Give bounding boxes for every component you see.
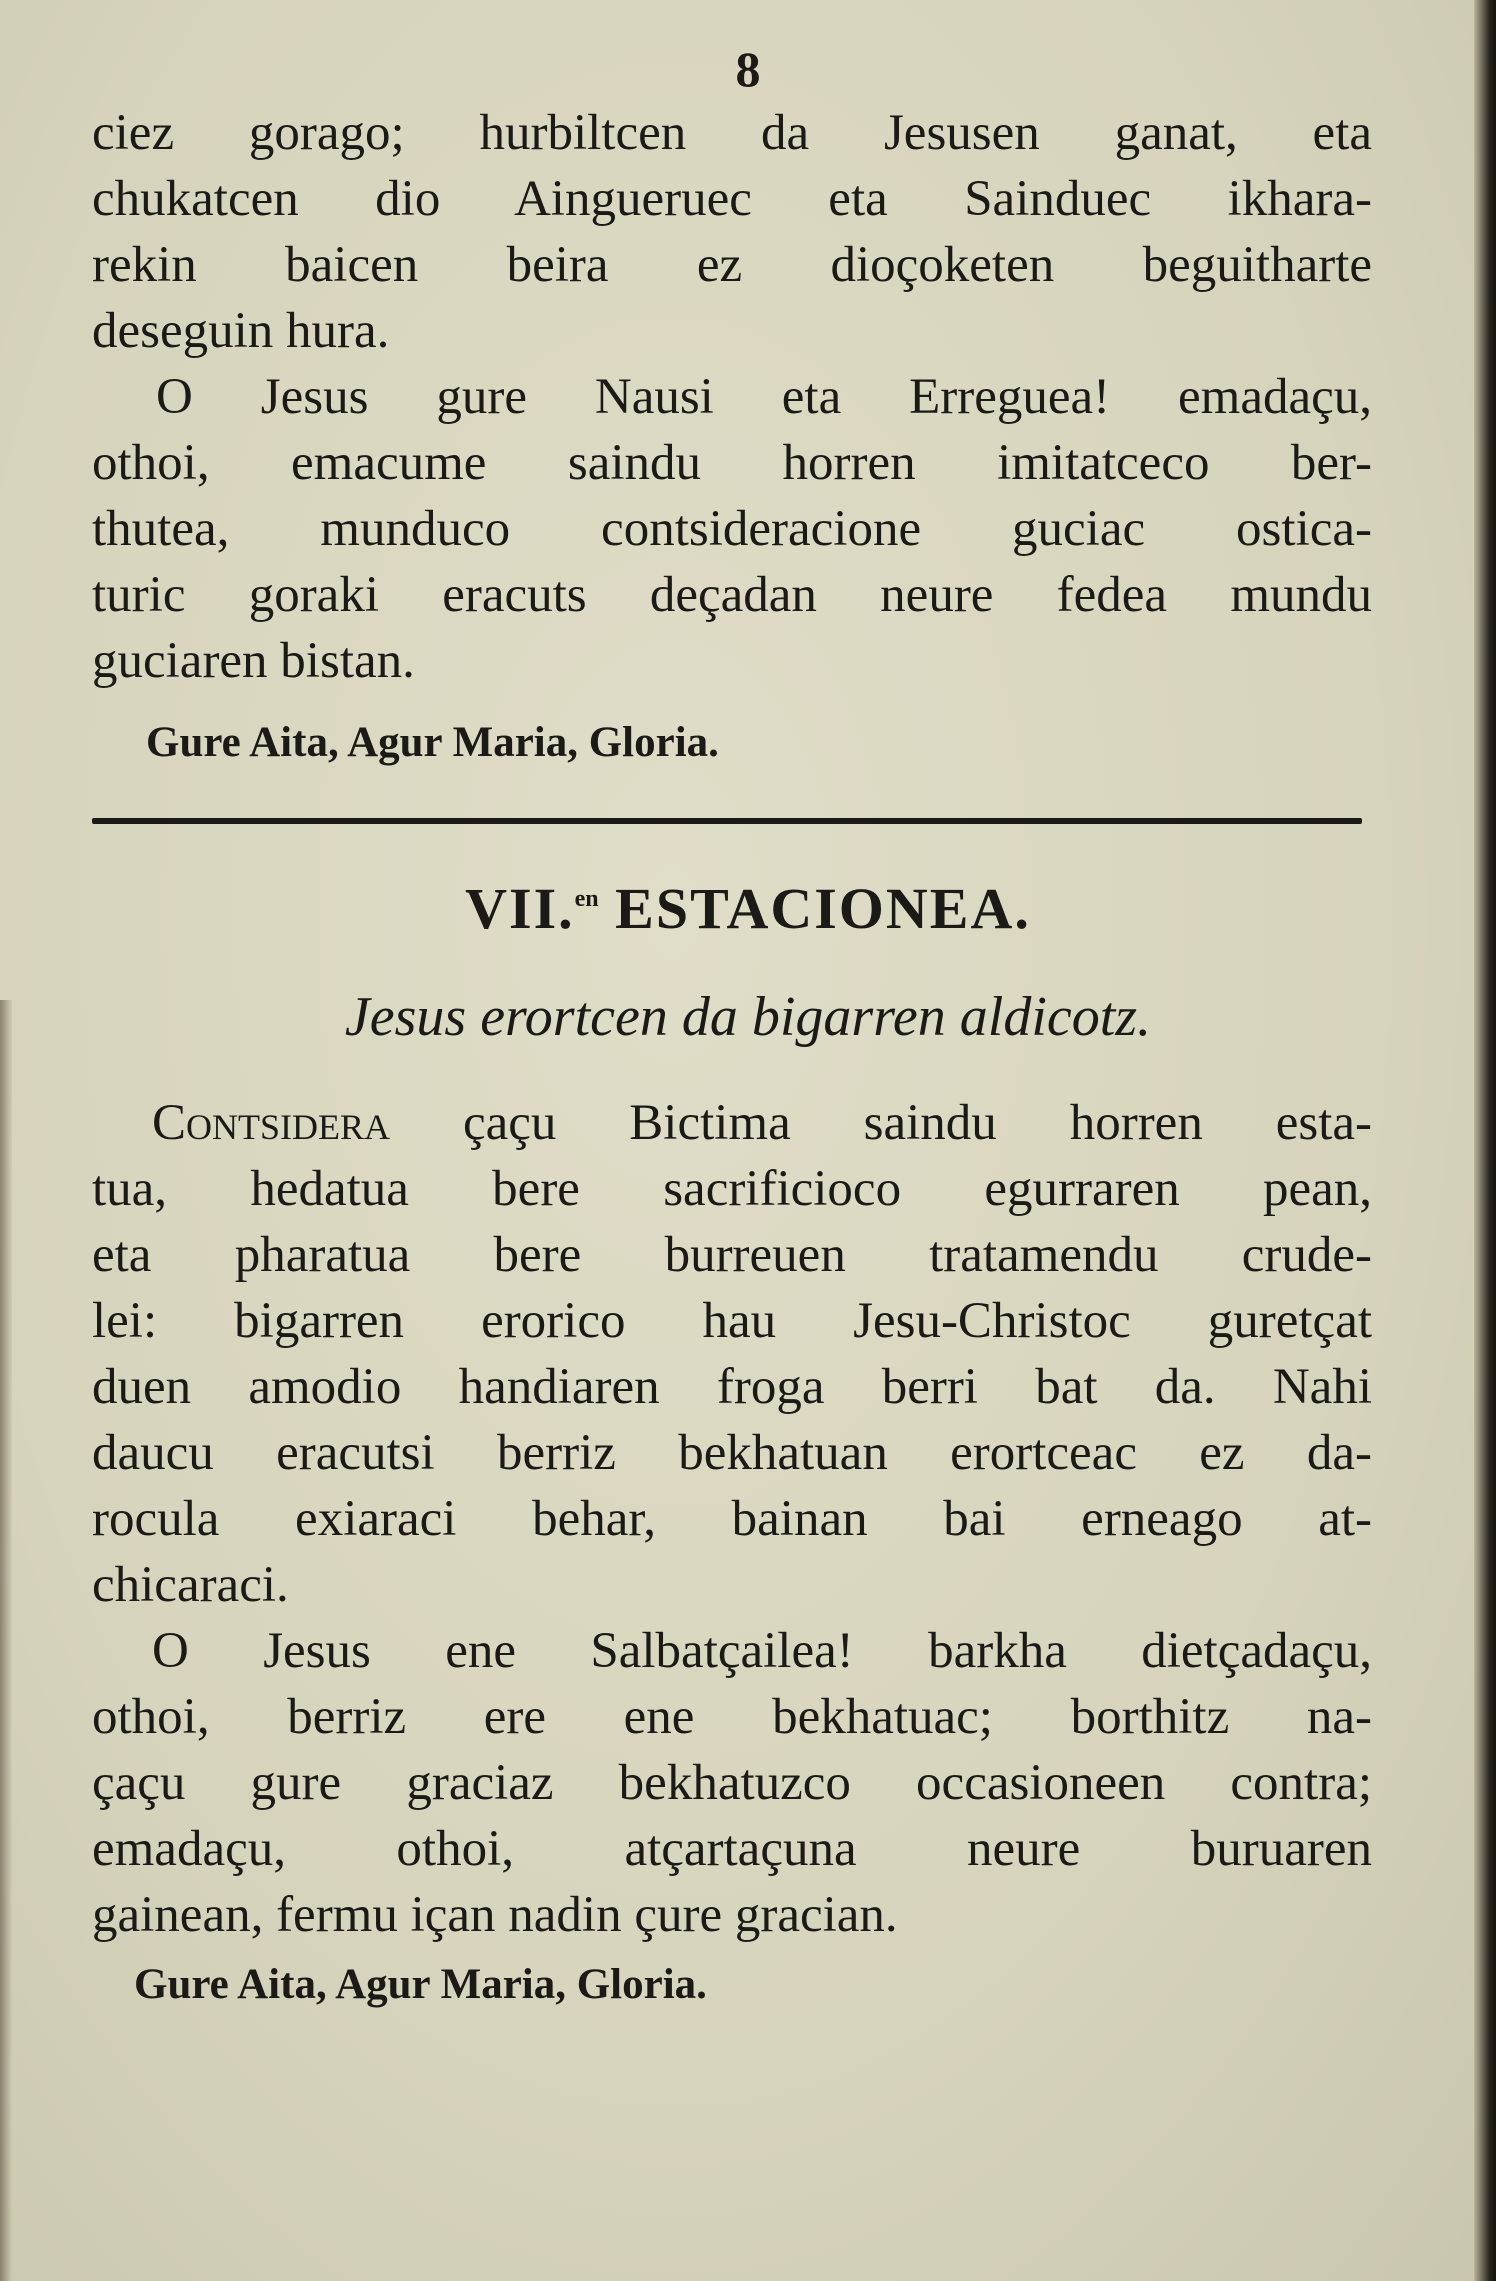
text-line: ciez gorago; hurbiltcen da Jesusen ganat, eta [92, 105, 1372, 161]
text-line: daucu eracutsi berriz bekhatuan erortceac ez da- [92, 1425, 1372, 1481]
page-number: 8 [735, 41, 761, 97]
section1-paragraphs [92, 100, 1372, 694]
text-line: O Jesus ene Salbatçailea! barkha dietçadaçu, [152, 1623, 1372, 1679]
station-heading [0, 875, 1496, 942]
text-line: thutea, munduco contsideracione guciac ostica- [92, 501, 1372, 557]
text-line: eta pharatua bere burreuen tratamendu crude- [92, 1227, 1372, 1283]
text-line-rest: çaçu Bictima saindu horren esta- [462, 1095, 1373, 1151]
text-line: rekin baicen beira ez dioçoketen beguitharte [92, 237, 1372, 293]
section2-paragraphs [92, 1090, 1372, 1948]
initial-word: Contsidera [152, 1095, 391, 1151]
station-superscript: en [574, 886, 599, 912]
text-line [92, 1090, 1372, 1156]
station-number: VII. [465, 876, 575, 941]
text-line: gainean, fermu içan nadin çure gracian. [92, 1887, 898, 1943]
book-edge-left [0, 1000, 12, 2281]
text-line: duen amodio handiaren froga berri bat da. Nahi [92, 1359, 1372, 1415]
text-line: othoi, berriz ere ene bekhatuac; borthitz na- [92, 1689, 1372, 1745]
text-line: emadaçu, othoi, atçartaçuna neure buruaren [92, 1821, 1372, 1877]
text-line: othoi, emacume saindu horren imitatceco ber- [92, 435, 1372, 491]
station-title: ESTACIONEA. [615, 876, 1031, 941]
text-line: chukatcen dio Ainguerueс eta Sainduec ikhara- [92, 171, 1372, 227]
text-line: rocula exiaraci behar, bainan bai erneago at- [92, 1491, 1372, 1547]
text-line: çaçu gure graciaz bekhatuzco occasioneen contra; [92, 1755, 1372, 1811]
text-line: O Jesus gure Nausi eta Erreguea! emadaçu, [156, 369, 1372, 425]
text-line: tua, hedatua bere sacrificioco egurraren pean, [92, 1161, 1372, 1217]
text-line: lei: bigarren erorico hau Jesu-Christoc guretçat [92, 1293, 1372, 1349]
text-line: turic goraki eracuts deçadan neure fedea mundu [92, 567, 1372, 623]
station-subtitle: Jesus erortcen da bigarren aldicotz. [344, 986, 1152, 1048]
text-line: guciaren bistan. [92, 633, 415, 689]
text-line: chicaraci. [92, 1557, 289, 1613]
prayer-line: Gure Aita, Agur Maria, Gloria. [146, 719, 719, 766]
text-line: deseguin hura. [92, 303, 390, 359]
book-edge-right [1474, 0, 1496, 2281]
prayer-line: Gure Aita, Agur Maria, Gloria. [134, 1961, 707, 2008]
section-divider [92, 818, 1362, 824]
